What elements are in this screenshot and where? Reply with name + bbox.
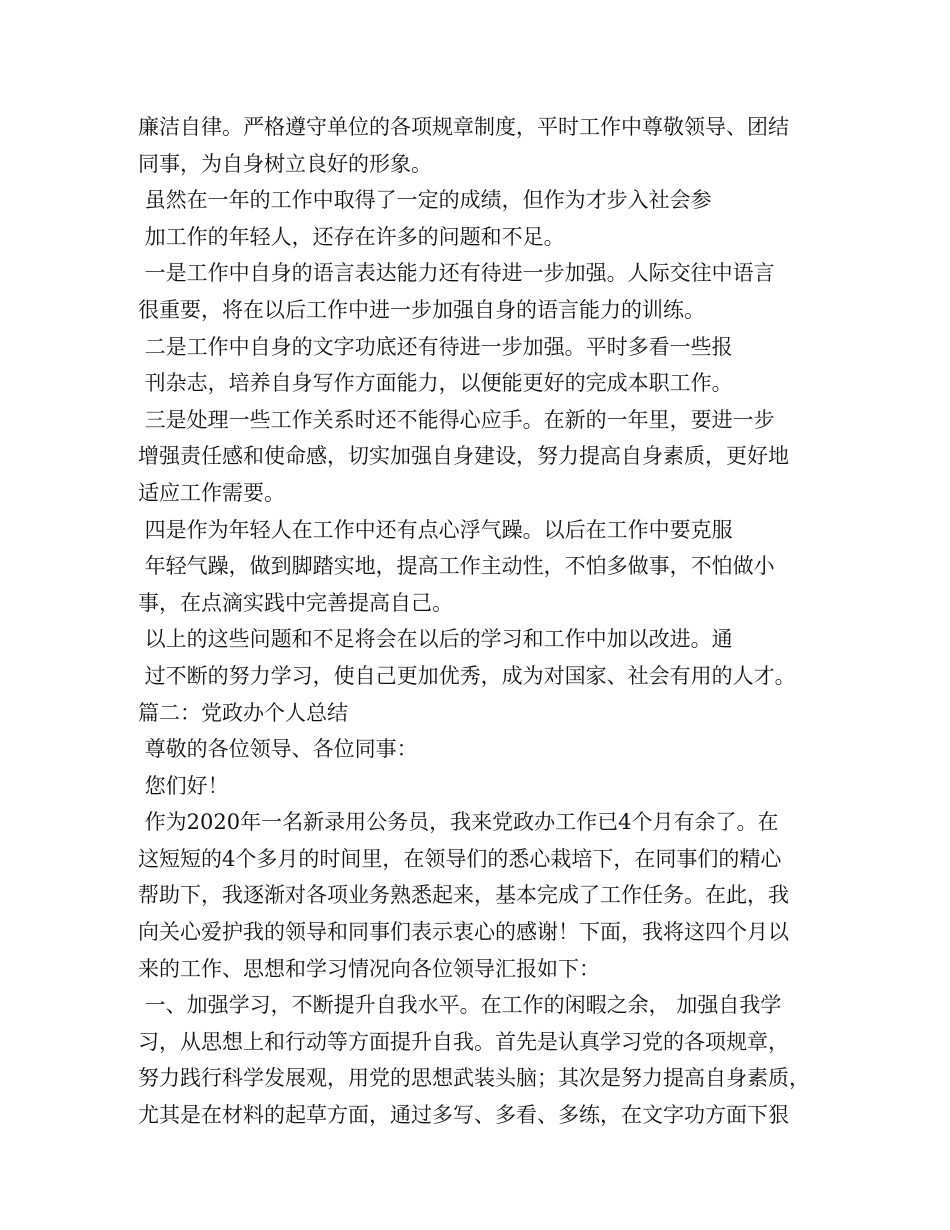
text-line: 二是工作中自身的文字功底还有待进一步加强。平时多看一些报: [138, 334, 733, 359]
text-line: 虽然在一年的工作中取得了一定的成绩，但作为才步入社会参: [138, 188, 712, 213]
text-line: 尊敬的各位领导、各位同事：: [138, 737, 418, 762]
text-line: 这短短的4个多月的时间里，在领导们的悉心栽培下，在同事们的精心: [138, 846, 782, 871]
text-line: 以上的这些问题和不足将会在以后的学习和工作中加以改进。通: [138, 627, 733, 652]
text-line: 增强责任感和使命感，切实加强自身建设，努力提高自身素质，更好地: [138, 444, 789, 469]
text-line: 习，从思想上和行动等方面提升自我。首先是认真学习党的各项规章，: [138, 1029, 789, 1054]
text-line: 刊杂志，培养自身写作方面能力，以便能更好的完成本职工作。: [138, 371, 733, 396]
text-line: 同事，为自身树立良好的形象。: [138, 151, 432, 176]
text-line: 向关心爱护我的领导和同事们表示衷心的感谢！下面，我将这四个月以: [138, 920, 789, 945]
text-line: 一是工作中自身的语言表达能力还有待进一步加强。人际交往中语言: [138, 261, 775, 286]
text-line: 三是处理一些工作关系时还不能得心应手。在新的一年里，要进一步: [138, 407, 775, 432]
text-line: 作为2020年一名新录用公务员，我来党政办工作已4个月有余了。在: [138, 810, 779, 835]
text-line: 过不断的努力学习，使自己更加优秀，成为对国家、社会有用的人才。: [138, 663, 796, 688]
text-line: 努力践行科学发展观，用党的思想武装头脑；其次是努力提高自身素质，: [138, 1066, 810, 1091]
text-line: 事，在点滴实践中完善提高自己。: [138, 590, 453, 615]
text-line: 四是作为年轻人在工作中还有点心浮气躁。以后在工作中要克服: [138, 517, 733, 542]
document-body: [138, 109, 838, 1134]
text-line: 廉洁自律。严格遵守单位的各项规章制度，平时工作中尊敬领导、团结: [138, 115, 789, 139]
text-line: 来的工作、思想和学习情况向各位领导汇报如下：: [138, 956, 600, 981]
text-line: 年轻气躁，做到脚踏实地，提高工作主动性，不怕多做事，不怕做小: [138, 554, 775, 579]
text-line: 一、加强学习，不断提升自我水平。在工作的闲暇之余， 加强自我学: [138, 993, 782, 1018]
text-line: 帮助下，我逐渐对各项业务熟悉起来，基本完成了工作任务。在此，我: [138, 883, 789, 908]
section-heading: 篇二：党政办个人总结: [138, 700, 348, 725]
text-line: 适应工作需要。: [138, 480, 285, 505]
text-line: 尤其是在材料的起草方面，通过多写、多看、多练，在文字功方面下狠: [138, 1103, 789, 1128]
text-line: 很重要，将在以后工作中进一步加强自身的语言能力的训练。: [138, 297, 705, 322]
text-line: 加工作的年轻人，还存在许多的问题和不足。: [138, 224, 565, 249]
text-line: 您们好！: [138, 773, 229, 798]
